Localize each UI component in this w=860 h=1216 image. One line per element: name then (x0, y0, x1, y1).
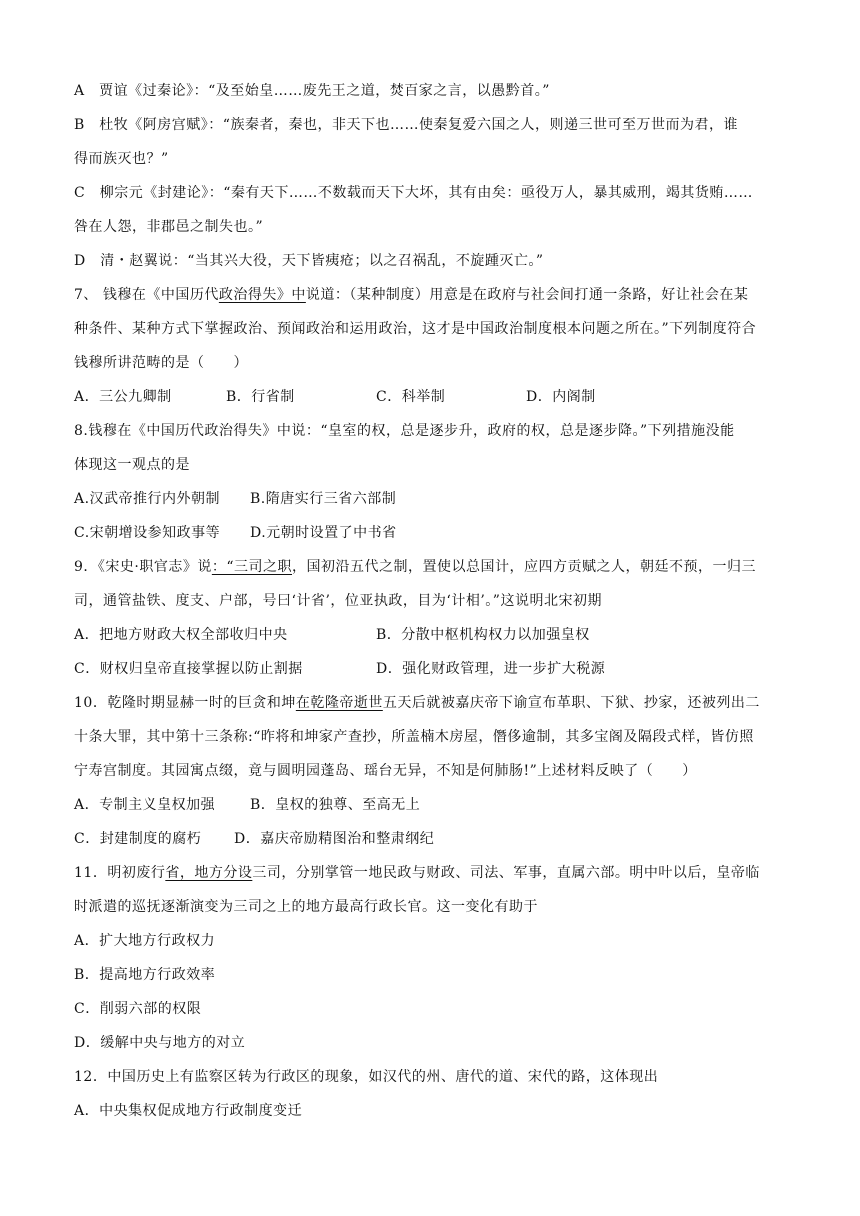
q10-stem-line2: 十条大罪，其中第十三条称:“昨将和坤家产查抄，所盖楠木房屋，僭侈逾制，其多宝阁及隔段式样，皆仿照 (74, 729, 754, 745)
q6-option-b-line1: B 杜牧《阿房宫赋》：“族秦者，秦也，非天下也……使秦复爱六国之人，则递三世可至万世而为君，谁 (74, 117, 738, 133)
q9-option-a: A．把地方财政大权全部收归中央 (74, 627, 288, 643)
q10-option-a: A．专制主义皇权加强 (74, 797, 216, 813)
q6-option-a: A 贾谊《过秦论》：“及至始皇……废先王之道，焚百家之言，以愚黔首。” (74, 83, 550, 99)
q11-stem-line1: 11．明初废行省，地方分设三司，分别掌管一地民政与财政、司法、军事，直属六部。明中叶以后，皇帝临 (74, 865, 760, 881)
q11-underlined-text: 省，地方分设 (165, 865, 253, 881)
q10-stem-line1: 10．乾隆时期显赫一时的巨贪和坤在乾隆帝逝世五天后就被嘉庆帝下谕宣布革职、下狱、抄家，还被列出二 (74, 695, 760, 711)
q7-stem-line2: 种条件、某种方式下掌握政治、预闻政治和运用政治，这才是中国政治制度根本问题之所在。”下列制度符合 (74, 321, 757, 337)
q7-option-b: B．行省制 (226, 389, 295, 405)
q7-stem-line3: 钱穆所讲范畴的是（ ） (74, 355, 248, 371)
q7-option-c: C．科举制 (376, 389, 446, 405)
q10-stem-line3: 宁寿宫制度。其园寓点缀，竟与圆明园蓬岛、瑶台无异，不知是何肺肠!”上述材料反映了（ ） (74, 763, 697, 779)
q8-stem-line1: 8.钱穆在《中国历代政治得失》中说：“皇室的权，总是逐步升，政府的权，总是逐步降。”下列措施没能 (74, 423, 735, 439)
q12-stem-line1: 12．中国历史上有监察区转为行政区的现象，如汉代的州、唐代的道、宋代的路，这体现出 (74, 1069, 659, 1085)
q6-option-b-line2: 得而族灭也？” (74, 151, 169, 167)
q7-stem-line1: 7、 钱穆在《中国历代政治得失》中说道：（某种制度）用意是在政府与社会间打通一条路，好让社会在某 (74, 287, 749, 303)
q10-option-c: C．封建制度的腐朽 (74, 831, 202, 847)
q8-option-b: B.隋唐实行三省六部制 (250, 491, 397, 507)
q11-stem-line2: 时派遣的巡抚逐渐演变为三司之上的地方最高行政长官。这一变化有助于 (74, 899, 538, 915)
q7-underlined-text: 政治得失》中 (218, 287, 306, 303)
q11-option-b: B．提高地方行政效率 (74, 967, 216, 983)
q8-option-a: A.汉武帝推行内外朝制 (74, 491, 221, 507)
q9-stem-line1: 9．《宋史·职官志》说：“三司之职，国初沿五代之制，置使以总国计，应四方贡赋之人，朝廷不预，一归三 (74, 559, 757, 575)
q9-stem-line2: 司，通管盐铁、度支、户部，号曰‘计省’，位亚执政，目为‘计相’。”这说明北宋初期 (74, 593, 602, 609)
q11-option-c: C．削弱六部的权限 (74, 1001, 202, 1017)
q9-underlined-text: ：“三司之职 (211, 559, 293, 575)
q10-option-b: B．皇权的独尊、至高无上 (250, 797, 421, 813)
q8-option-d: D.元朝时设置了中书省 (250, 525, 397, 541)
q8-stem-line2: 体现这一观点的是 (74, 457, 190, 473)
q6-option-d: D 清・赵翼说：“当其兴大役，天下皆痍疮；以之召祸乱，不旋踵灭亡。” (74, 253, 544, 269)
q6-option-c-line2: 咎在人怨，非郡邑之制失也。” (74, 219, 264, 235)
q6-option-c-line1: C 柳宗元《封建论》：“秦有天下……不数载而天下大坏，其有由矣：亟役万人，暴其威刑，竭其货贿…… (74, 185, 753, 201)
q11-option-d: D．缓解中央与地方的对立 (74, 1035, 246, 1051)
q9-option-c: C．财权归皇帝直接掌握以防止割据 (74, 661, 303, 677)
q9-option-d: D．强化财政管理，进一步扩大税源 (376, 661, 606, 677)
q10-option-d: D．嘉庆帝励精图治和整肃纲纪 (234, 831, 435, 847)
q10-underlined-text: 在乾隆帝逝世 (295, 695, 383, 711)
q8-option-c: C.宋朝增设参知政事等 (74, 525, 221, 541)
q11-option-a: A．扩大地方行政权力 (74, 933, 216, 949)
q9-option-b: B．分散中枢机构权力以加强皇权 (376, 627, 590, 643)
q7-option-a: A．三公九卿制 (74, 389, 172, 405)
q12-option-a: A．中央集权促成地方行政制度变迁 (74, 1103, 303, 1119)
q7-option-d: D．内阁制 (526, 389, 596, 405)
